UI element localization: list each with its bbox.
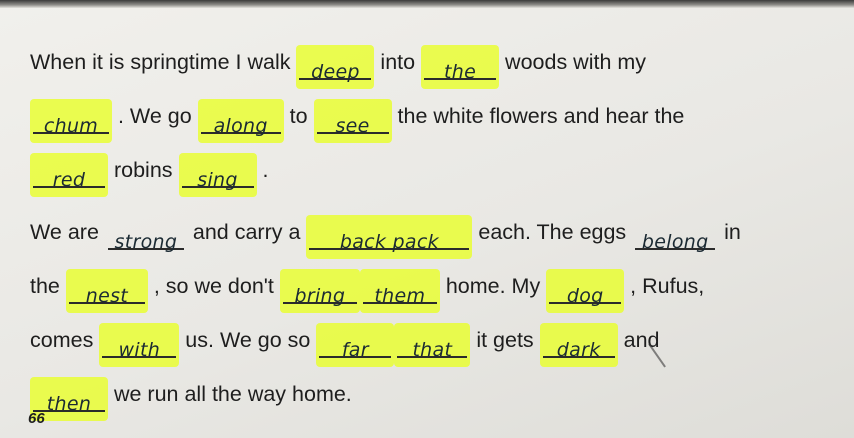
answer-blank[interactable] xyxy=(397,325,467,361)
passage-text: and xyxy=(617,328,660,352)
passage-line xyxy=(30,38,830,92)
page-edge xyxy=(0,0,854,8)
answer-blank[interactable] xyxy=(317,101,389,137)
answer-blank[interactable] xyxy=(424,47,496,83)
passage-text: . We go xyxy=(112,104,198,128)
handwritten-answer: dark xyxy=(556,339,601,361)
passage-line xyxy=(30,146,830,200)
answer-blank[interactable] xyxy=(102,325,176,361)
answer-blank[interactable] xyxy=(635,217,715,253)
passage-text: the white flowers and hear the xyxy=(391,104,685,128)
handwritten-answer: along xyxy=(213,115,268,137)
cloze-passage xyxy=(30,38,830,424)
page-number: 66 xyxy=(28,410,45,427)
passage-line xyxy=(30,208,830,262)
answer-blank[interactable] xyxy=(299,47,371,83)
handwritten-answer: belong xyxy=(641,231,709,253)
passage-text: comes xyxy=(30,328,100,352)
passage-text: it gets xyxy=(470,328,540,352)
answer-blank[interactable] xyxy=(69,271,145,307)
handwritten-answer: bring xyxy=(294,285,346,307)
handwritten-answer: sing xyxy=(197,169,238,191)
passage-text: When it is springtime I walk xyxy=(30,50,297,74)
passage-text: , so we don't xyxy=(147,274,280,298)
answer-blank[interactable] xyxy=(201,101,281,137)
passage-line xyxy=(30,92,830,146)
answer-blank[interactable] xyxy=(182,155,254,191)
handwritten-answer: with xyxy=(118,339,161,361)
handwritten-answer: far xyxy=(341,339,369,361)
passage-text: the xyxy=(30,274,66,298)
handwritten-answer: then xyxy=(46,393,92,415)
passage-text: home. My xyxy=(439,274,547,298)
handwritten-answer: that xyxy=(412,339,453,361)
handwritten-answer: the xyxy=(444,61,477,83)
answer-blank[interactable] xyxy=(549,271,621,307)
passage-line xyxy=(30,370,830,424)
handwritten-answer: see xyxy=(335,115,370,137)
passage-text: to xyxy=(283,104,314,128)
passage-text: we run all the way home. xyxy=(108,382,352,406)
handwritten-answer: deep xyxy=(311,61,360,83)
passage-text: , Rufus, xyxy=(624,274,705,298)
passage-text: We are xyxy=(30,220,105,244)
answer-blank[interactable] xyxy=(363,271,437,307)
answer-blank[interactable] xyxy=(283,271,357,307)
passage-line xyxy=(30,262,830,316)
passage-text: woods with my xyxy=(499,50,647,74)
passage-line xyxy=(30,316,830,370)
answer-blank[interactable] xyxy=(309,217,469,253)
handwritten-answer: nest xyxy=(85,285,129,307)
passage-text: . xyxy=(256,158,269,182)
answer-blank[interactable] xyxy=(33,101,109,137)
answer-blank[interactable] xyxy=(319,325,391,361)
handwritten-answer: chum xyxy=(43,115,99,137)
answer-blank[interactable] xyxy=(33,155,105,191)
handwritten-answer: dog xyxy=(566,285,604,307)
passage-text: each. The eggs xyxy=(472,220,633,244)
answer-blank[interactable] xyxy=(108,217,184,253)
passage-text: and carry a xyxy=(186,220,307,244)
passage-text: robins xyxy=(108,158,179,182)
passage-text: into xyxy=(374,50,422,74)
passage-text: in xyxy=(718,220,741,244)
answer-blank[interactable] xyxy=(543,325,615,361)
handwritten-answer: back pack xyxy=(339,231,439,253)
handwritten-answer: red xyxy=(52,169,86,191)
passage-text: us. We go so xyxy=(179,328,317,352)
handwritten-answer: them xyxy=(374,285,426,307)
handwritten-answer: strong xyxy=(114,231,178,253)
